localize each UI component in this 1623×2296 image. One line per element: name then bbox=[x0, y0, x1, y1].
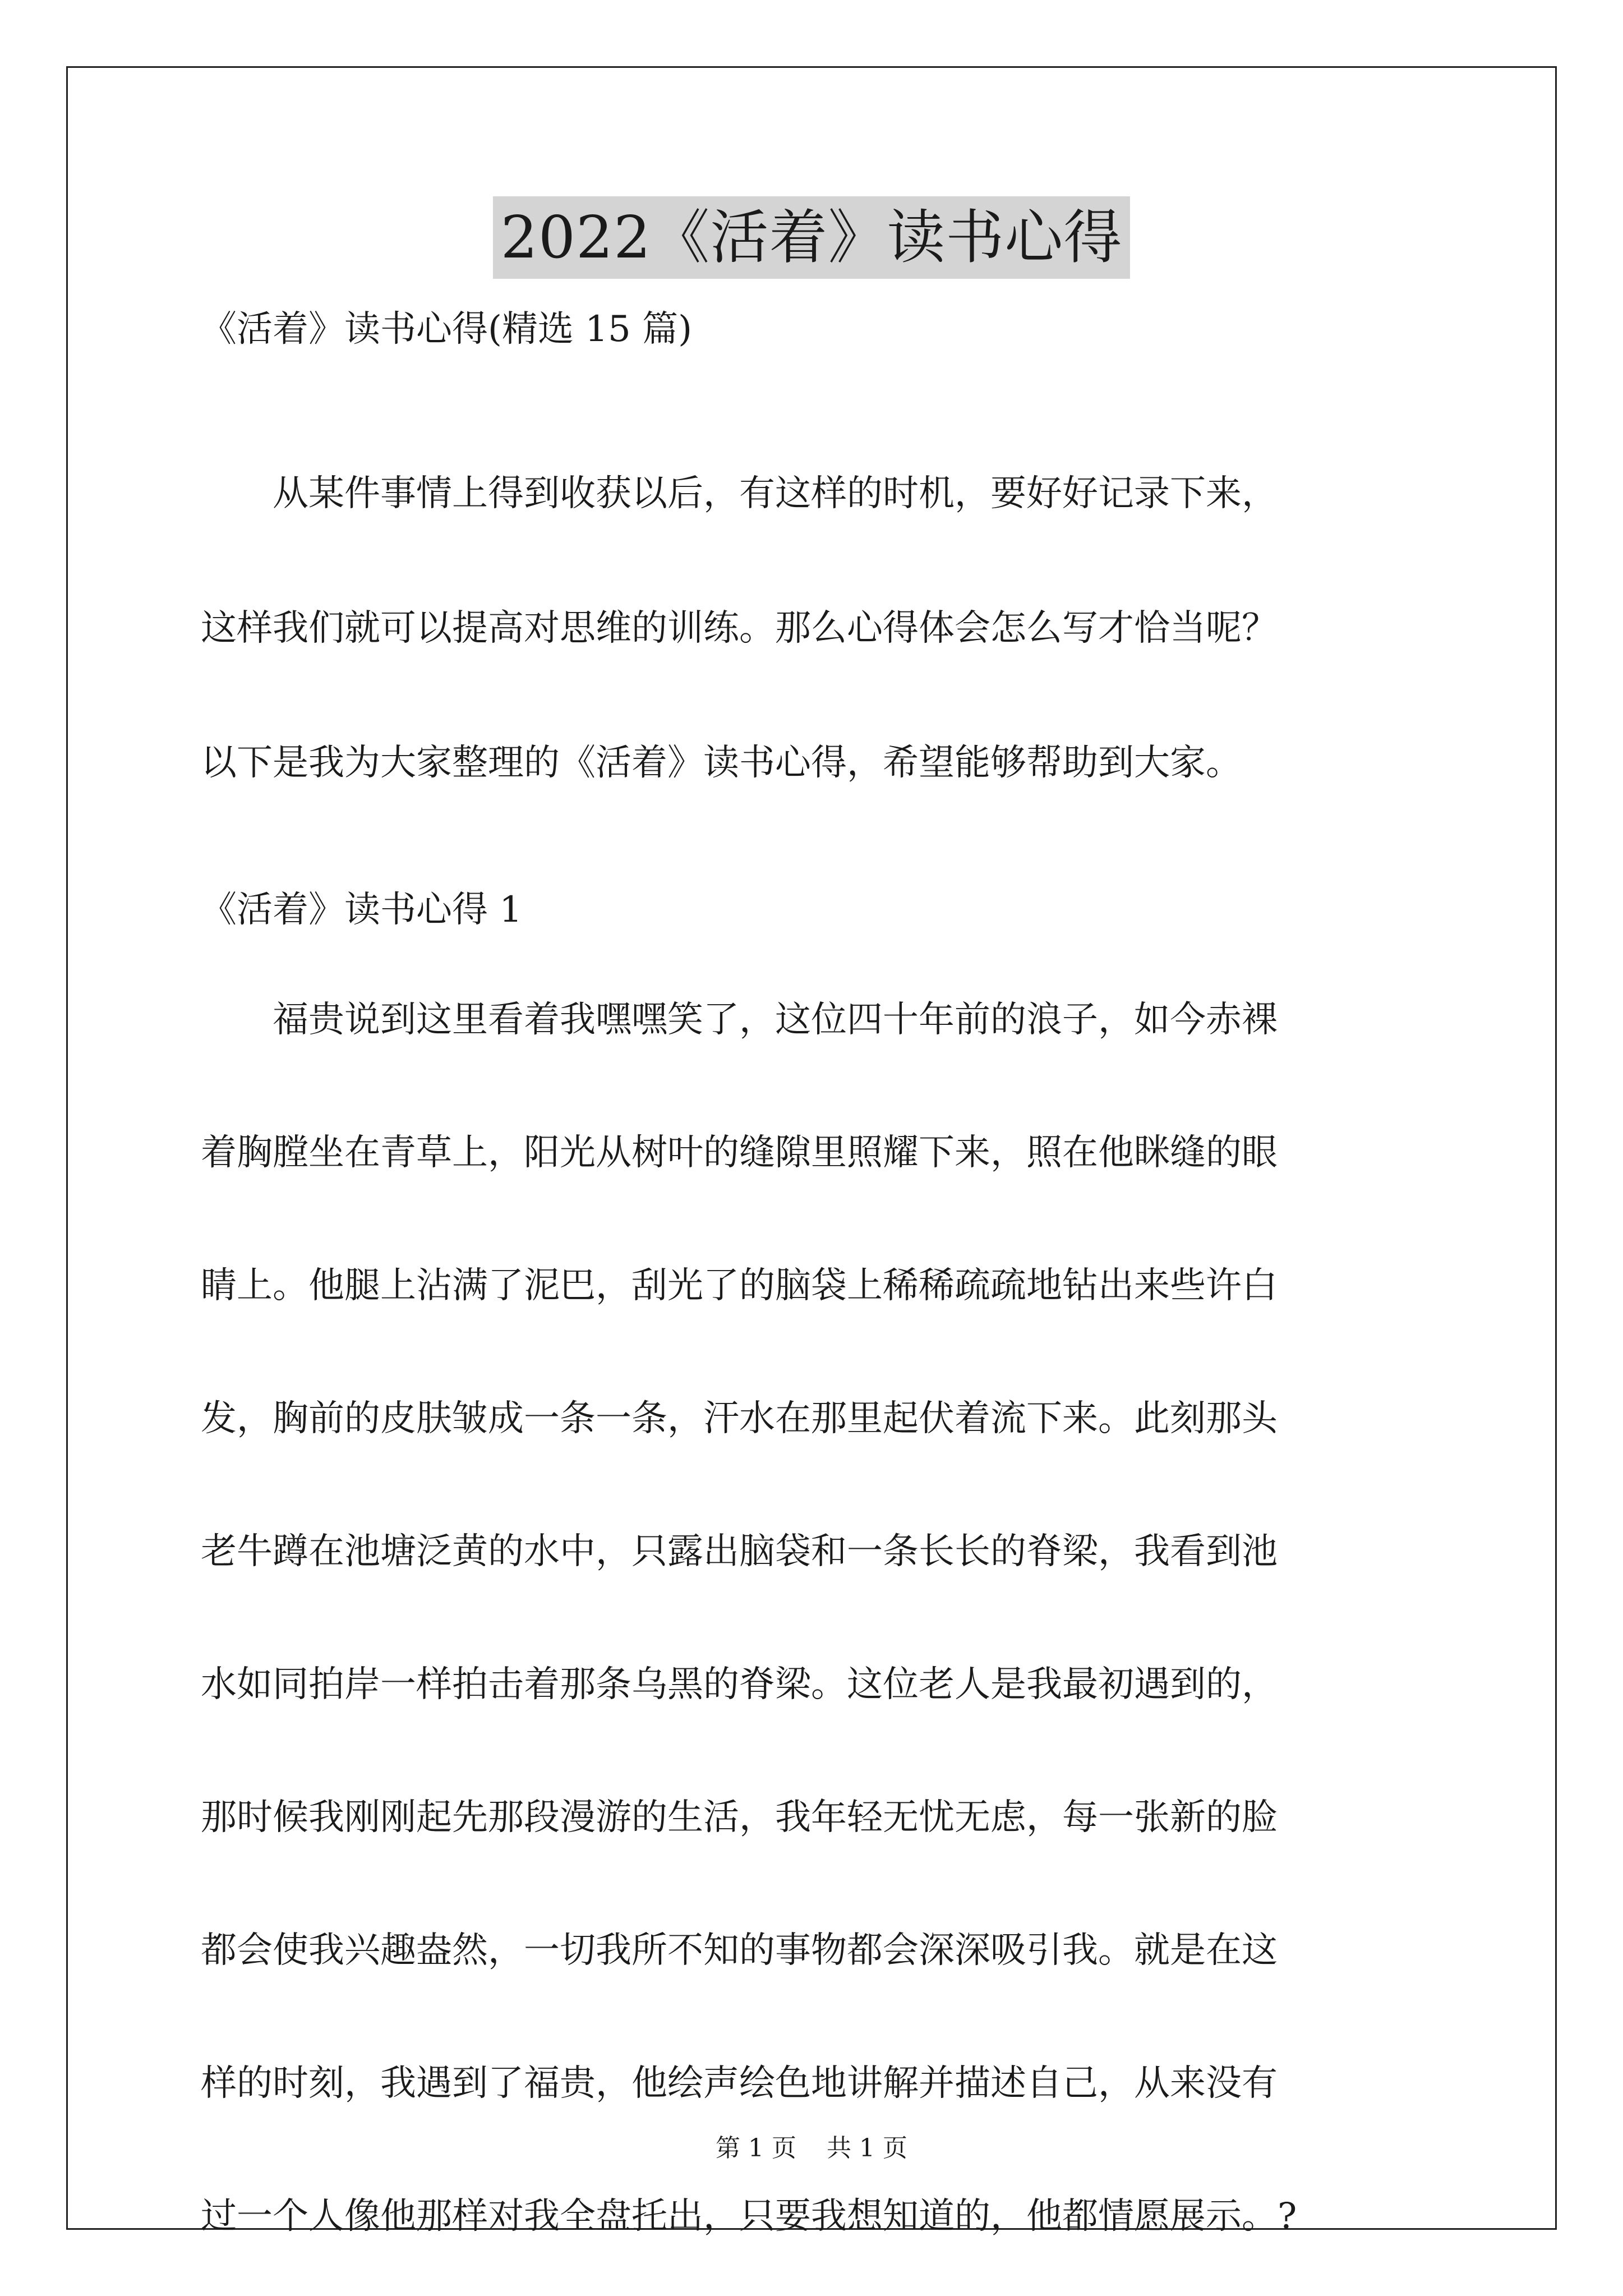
document-title: 2022《活着》读书心得 bbox=[493, 196, 1131, 279]
body-line: 样的时刻，我遇到了福贵，他绘声绘色地讲解并描述自己，从来没有 bbox=[201, 2063, 1278, 2104]
page-footer bbox=[0, 2136, 1623, 2161]
body-line: 那时候我刚刚起先那段漫游的生活，我年轻无忧无虑，每一张新的脸 bbox=[201, 1797, 1278, 1838]
intro-line: 从某件事情上得到收获以后，有这样的时机，要好好记录下来， bbox=[273, 473, 1278, 514]
intro-line: 以下是我为大家整理的《活着》读书心得，希望能够帮助到大家。 bbox=[201, 742, 1242, 784]
body-line: 发，胸前的皮肤皱成一条一条，汗水在那里起伏着流下来。此刻那头 bbox=[201, 1398, 1278, 1439]
body-line: 着胸膛坐在青草上，阳光从树叶的缝隙里照耀下来，照在他眯缝的眼 bbox=[201, 1132, 1278, 1174]
body-paragraph bbox=[201, 954, 1435, 2283]
page-total: 共 1 页 bbox=[827, 2134, 907, 2162]
body-line: 福贵说到这里看着我嘿嘿笑了，这位四十年前的浪子，如今赤裸 bbox=[273, 999, 1278, 1041]
title-container bbox=[0, 196, 1623, 279]
intro-line: 这样我们就可以提高对思维的训练。那么心得体会怎么写才恰当呢？ bbox=[201, 608, 1278, 649]
body-line: 都会使我兴趣盎然，一切我所不知的事物都会深深吸引我。就是在这 bbox=[201, 1930, 1278, 1971]
body-line: 老牛蹲在池塘泛黄的水中，只露出脑袋和一条长长的脊梁，我看到池 bbox=[201, 1531, 1278, 1572]
body-line: 过一个人像他那样对我全盘托出，只要我想知道的，他都情愿展示。? bbox=[201, 2196, 1297, 2237]
document-subtitle: 《活着》读书心得(精选 15 篇) bbox=[201, 309, 693, 350]
page-number: 第 1 页 bbox=[716, 2134, 796, 2162]
intro-paragraph bbox=[201, 426, 1435, 830]
body-line: 水如同拍岸一样拍击着那条乌黑的脊梁。这位老人是我最初遇到的， bbox=[201, 1664, 1278, 1705]
body-line: 睛上。他腿上沾满了泥巴，刮光了的脑袋上稀稀疏疏地钻出来些许白 bbox=[201, 1265, 1278, 1306]
section-heading: 《活着》读书心得 1 bbox=[201, 889, 523, 931]
